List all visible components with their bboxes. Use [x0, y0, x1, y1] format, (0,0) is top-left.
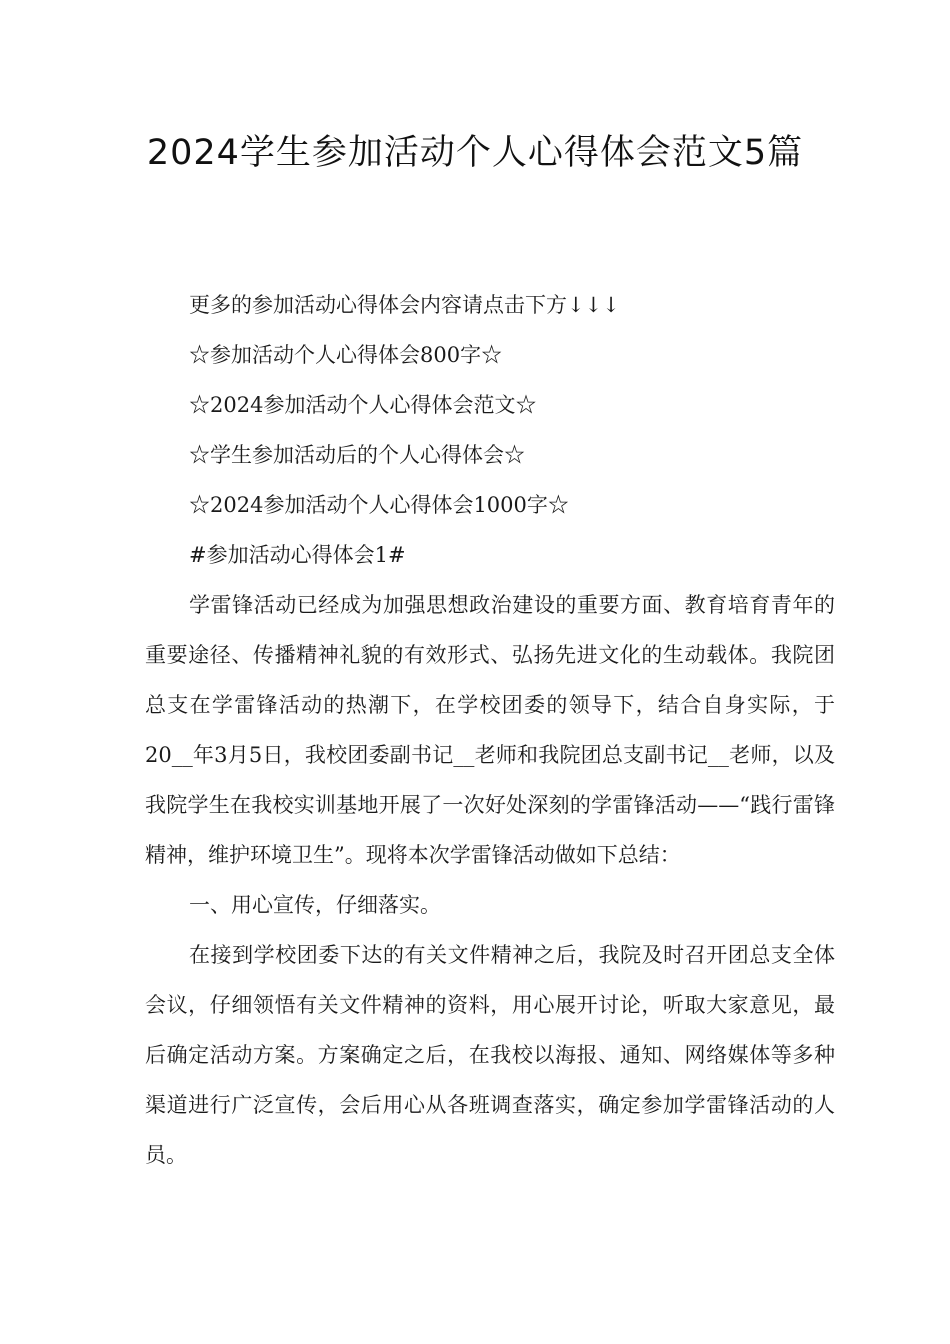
article-link-4[interactable]: ☆2024参加活动个人心得体会1000字☆	[189, 493, 569, 517]
paragraph-2: 在接到学校团委下达的有关文件精神之后，我院及时召开团总支全体会议，仔细领悟有关文件精神的资料，用心展开讨论，听取大家意见，最后确定活动方案。方案确定之后，在我校以海报、通知、网络媒体等多种渠道进行广泛宣传，会后用心从各班调查落实，确定参加学雷锋活动的人员。	[145, 943, 835, 1167]
article-link-1[interactable]: ☆参加活动个人心得体会800字☆	[189, 343, 503, 367]
article-link-3[interactable]: ☆学生参加活动后的个人心得体会☆	[189, 443, 525, 467]
section-heading: #参加活动心得体会1#	[189, 543, 406, 567]
subheading-1: 一、用心宣传，仔细落实。	[189, 893, 441, 917]
intro-text: 更多的参加活动心得体会内容请点击下方↓↓↓	[189, 293, 620, 317]
paragraph-1: 学雷锋活动已经成为加强思想政治建设的重要方面、教育培育青年的重要途径、传播精神礼貌的有效形式、弘扬先进文化的生动载体。我院团总支在学雷锋活动的热潮下，在学校团委的领导下，结合自身实际，于20__年3月5日，我校团委副书记__老师和我院团总支副书记__老师，以及我院学生在我校实训基地开展了一次好处深刻的学雷锋活动——“践行雷锋精神，维护环境卫生”。现将本次学雷锋活动做如下总结：	[145, 593, 835, 867]
document-body	[145, 280, 835, 1180]
article-link-2[interactable]: ☆2024参加活动个人心得体会范文☆	[189, 393, 537, 417]
document-title: 2024学生参加活动个人心得体会范文5篇	[146, 133, 804, 173]
